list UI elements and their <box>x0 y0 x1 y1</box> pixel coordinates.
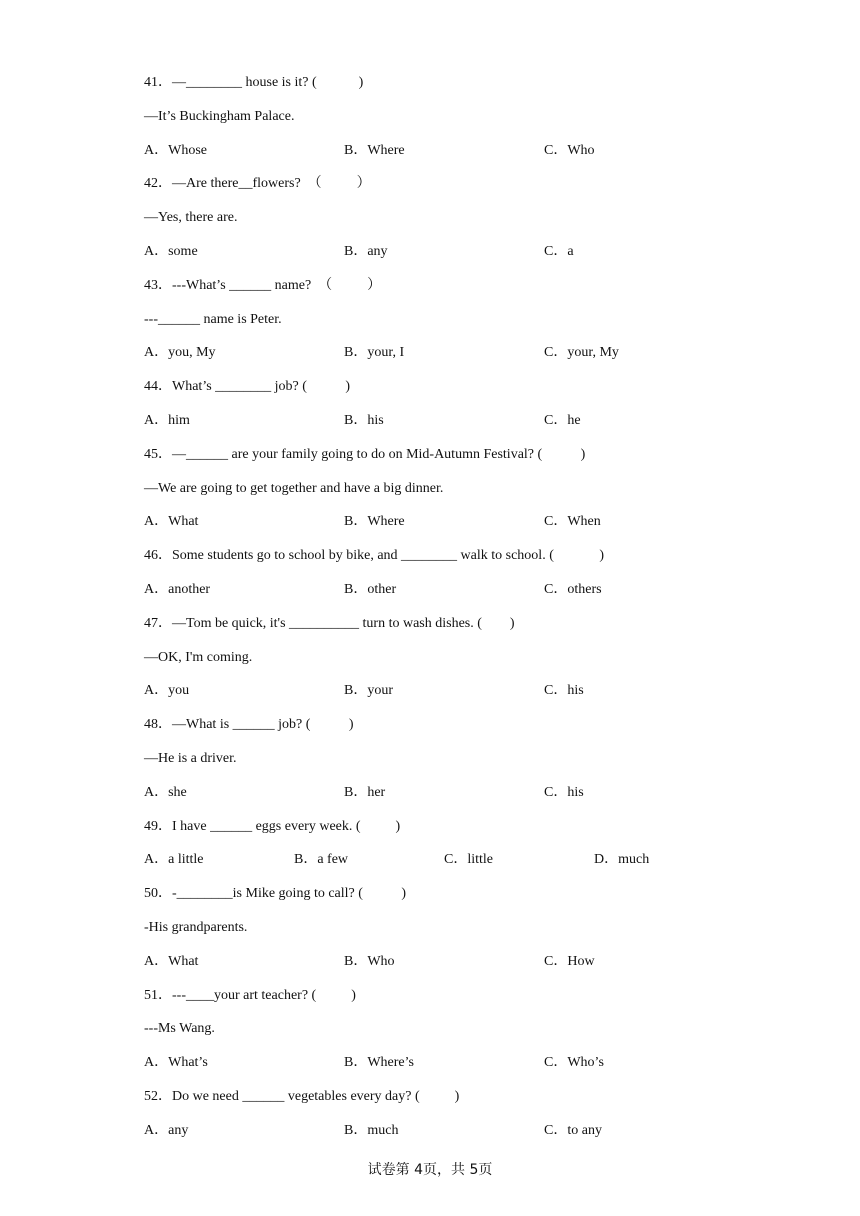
option-c: C．your, My <box>544 345 619 361</box>
option-c: C．Who’s <box>544 1055 604 1071</box>
answer-text: ---______ name is Peter. <box>144 311 282 327</box>
answer-text: -His grandparents. <box>144 920 248 935</box>
option-c: C．Who <box>544 142 595 158</box>
option-b: B．a few <box>294 852 349 868</box>
option-c: C．his <box>544 784 584 800</box>
page-footer: 试卷第 4页，共 5页 <box>367 1162 493 1178</box>
option-b: B．other <box>344 582 397 597</box>
option-b: B．his <box>344 413 384 428</box>
option-a: A．him <box>144 413 190 428</box>
option-b: B．Where <box>344 514 405 530</box>
option-d: D．much <box>594 852 650 868</box>
option-b: B．Where <box>344 142 405 158</box>
answer-text: —We are going to get together and have a big dinner. <box>144 480 444 496</box>
option-a: A．you <box>144 683 190 699</box>
option-a: A．another <box>144 582 211 597</box>
question-text: 50．-________is Mike going to call? ( ) <box>144 886 407 902</box>
question-text: 45．—______ are your family going to do on Mid-Autumn Festival? ( ) <box>144 446 586 462</box>
option-c: C．a <box>544 244 574 259</box>
question-text: 46．Some students go to school by bike, and ________ walk to school. ( ) <box>144 548 605 564</box>
answer-text: —He is a driver. <box>144 751 237 766</box>
answer-text: ---Ms Wang. <box>144 1021 215 1037</box>
option-a: A．a little <box>144 852 204 868</box>
question-text: 41．—________ house is it? ( ) <box>144 75 364 90</box>
question-text: 49．I have ______ eggs every week. ( ) <box>144 818 401 834</box>
option-c: C．to any <box>544 1122 602 1138</box>
option-c: C．he <box>544 413 581 428</box>
option-a: A．What <box>144 514 199 530</box>
option-b: B．Who <box>344 953 395 969</box>
option-a: A．Whose <box>144 142 207 158</box>
option-c: C．When <box>544 514 601 530</box>
answer-text: —Yes, there are. <box>144 210 238 226</box>
option-a: A．some <box>144 244 198 259</box>
option-a: A．any <box>144 1122 189 1138</box>
option-c: C．others <box>544 582 602 597</box>
option-b: B．much <box>344 1122 399 1138</box>
option-b: B．your, I <box>344 345 405 361</box>
question-text: 48．—What is ______ job? ( ) <box>144 717 354 733</box>
question-text: 44．What’s ________ job? ( ) <box>144 379 351 395</box>
option-b: B．any <box>344 244 388 259</box>
option-c: C．his <box>544 683 584 699</box>
question-text: 52．Do we need ______ vegetables every day? ( ) <box>144 1089 460 1104</box>
option-b: B．your <box>344 683 393 699</box>
question-text: 47．—Tom be quick, it's __________ turn to wash dishes. ( ) <box>144 615 515 631</box>
question-text: 42．—Are there__flowers? （ ） <box>144 176 371 192</box>
answer-text: —It’s Buckingham Palace. <box>144 108 295 124</box>
option-c: C．How <box>544 953 595 969</box>
option-b: B．her <box>344 784 386 800</box>
option-a: A．What’s <box>144 1055 208 1071</box>
option-a: A．she <box>144 784 187 800</box>
answer-text: —OK, I'm coming. <box>144 649 253 665</box>
option-b: B．Where’s <box>344 1055 414 1071</box>
question-text: 43．---What’s ______ name? （ ） <box>144 277 382 293</box>
option-a: A．you, My <box>144 345 216 361</box>
question-text: 51．---____your art teacher? ( ) <box>144 987 356 1003</box>
option-c: C．little <box>444 852 493 868</box>
option-a: A．What <box>144 953 199 969</box>
